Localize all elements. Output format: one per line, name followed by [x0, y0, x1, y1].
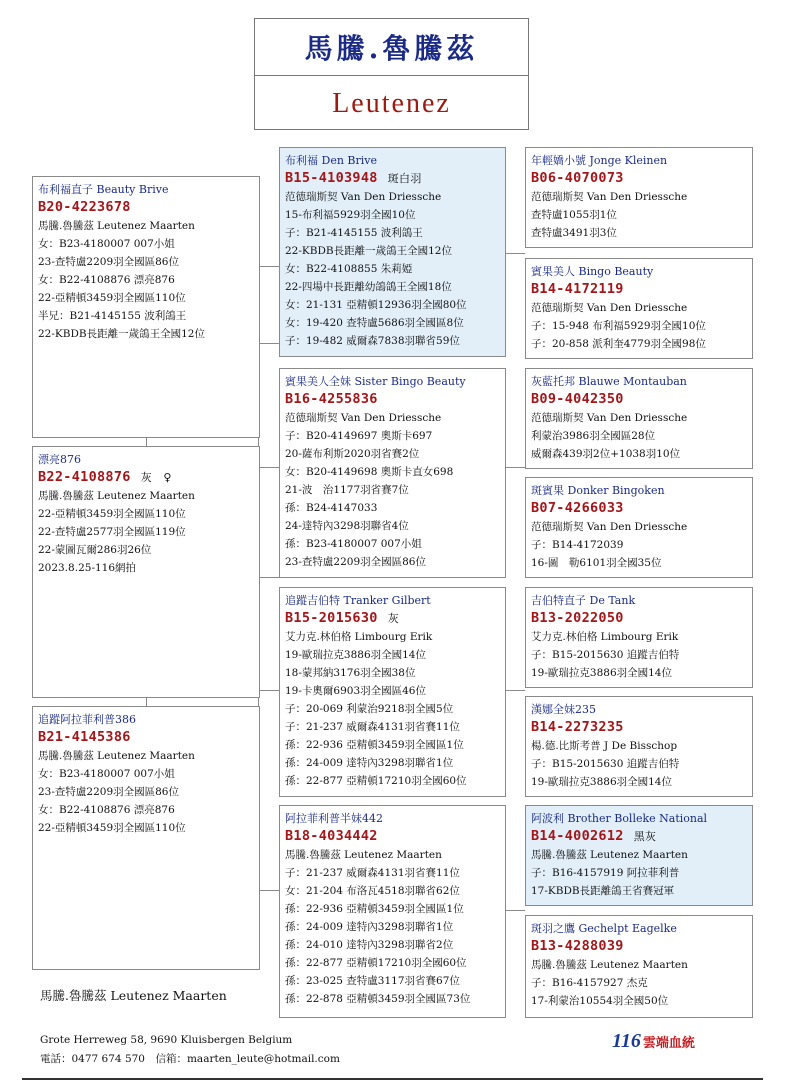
card-line: 22-四場中長距離幼鴿鴿王全國18位: [285, 281, 452, 293]
card-line: 子：15-948 布利福5929羽全國10位: [531, 320, 706, 332]
card-line: 孫：24-009 達特內3298羽聯省1位: [285, 921, 454, 933]
card-ring-number: B21-4145386: [38, 729, 131, 745]
connector-line: [146, 437, 147, 446]
card-line: 子：B15-2015630 追蹤吉伯特: [531, 758, 680, 770]
card-line: 19-歐瑞拉克3886羽全國14位: [285, 649, 426, 661]
card-line: 孫：22-877 亞精頓17210羽全國60位: [285, 957, 467, 969]
pedigree-card-sire: [279, 147, 506, 357]
card-ring-number: B15-4103948 斑白羽: [285, 170, 422, 186]
card-name: 布利福直子 Beauty Brive: [38, 183, 169, 196]
pedigree-card-grandparent: [525, 587, 753, 688]
card-ring-number: B15-2015630 灰: [285, 610, 400, 626]
card-line: 查特盧3491羽3位: [531, 227, 617, 239]
card-line: 孫：24-010 達特內3298羽聯省2位: [285, 939, 454, 951]
card-line: 22-KBDB長距離一歲鴿王全國12位: [285, 245, 452, 257]
card-ring-number: B14-2273235: [531, 719, 624, 735]
brand-logo: [612, 1030, 695, 1053]
card-line: 子：21-237 威爾森4131羽省賽11位: [285, 867, 460, 879]
card-line: 女：B20-4149698 奧斯卡直女698: [285, 466, 454, 478]
connector-line: [505, 690, 525, 691]
card-line: 17-利蒙治10554羽全國50位: [531, 995, 669, 1007]
card-name: 追蹤吉伯特 Tranker Gilbert: [285, 594, 431, 607]
card-line: 馬騰.魯騰茲 Leutenez Maarten: [531, 849, 688, 861]
card-name: 阿拉菲利普半妹442: [285, 812, 383, 825]
logo-text: 雲端血統: [642, 1036, 695, 1051]
card-name: 漢娜全妹235: [531, 703, 596, 716]
connector-line: [258, 343, 279, 344]
card-line: 楊.德.比斯考普 J De Bisschop: [531, 740, 678, 752]
card-name: 斑賓果 Donker Bingoken: [531, 484, 665, 497]
card-ring-number: B20-4223678: [38, 199, 131, 215]
pedigree-card-grandparent: [525, 915, 753, 1018]
card-line: 范德瑞斯契 Van Den Driessche: [285, 412, 442, 424]
card-line: 22-亞精頓3459羽全國區110位: [38, 822, 186, 834]
card-ring-number: B06-4070073: [531, 170, 624, 186]
pedigree-card-subject: [32, 706, 260, 970]
card-name: 布利福 Den Brive: [285, 154, 377, 167]
connector-line: [258, 266, 279, 267]
card-line: 半兄：B21-4145155 波利鴿王: [38, 310, 187, 322]
card-ring-number: B18-4034442: [285, 828, 378, 844]
card-line: 22-KBDB長距離一歲鴿王全國12位: [38, 328, 205, 340]
card-line: 子：B20-4149697 奧斯卡697: [285, 430, 433, 442]
card-line: 艾力克.林伯格 Limbourg Erik: [285, 631, 433, 643]
card-line: 范德瑞斯契 Van Den Driessche: [531, 302, 688, 314]
bottom-divider: [22, 1078, 763, 1080]
footer-contact: 電話：0477 674 570 信箱：maarten_leute@hotmail.com: [40, 1053, 340, 1065]
card-line: 23-查特盧2209羽全國區86位: [285, 556, 426, 568]
pedigree-card-subject: [32, 446, 260, 698]
card-line: 孫：22-936 亞精頓3459羽全國區1位: [285, 739, 464, 751]
card-line: 馬騰.魯騰茲 Leutenez Maarten: [38, 220, 195, 232]
card-line: 艾力克.林伯格 Limbourg Erik: [531, 631, 679, 643]
card-line: 女：19-420 查特盧5686羽全國區8位: [285, 317, 464, 329]
pedigree-card-grandparent: [525, 258, 753, 359]
card-line: 女：21-131 亞精頓12936羽全國80位: [285, 299, 467, 311]
card-line: 孫：23-025 查特盧3117羽省賽67位: [285, 975, 460, 987]
pedigree-card-dam: [279, 805, 506, 1018]
card-line: 范德瑞斯契 Van Den Driessche: [531, 521, 688, 533]
card-line: 23-查特盧2209羽全國區86位: [38, 256, 179, 268]
connector-line: [258, 690, 279, 691]
card-line: 22-查特盧2577羽全國區119位: [38, 526, 186, 538]
card-name: 年輕嬌小號 Jonge Kleinen: [531, 154, 668, 167]
card-line: 18-蒙邦納3176羽全國38位: [285, 667, 416, 679]
connector-line: [258, 890, 279, 891]
card-line: 23-查特盧2209羽全國區86位: [38, 786, 179, 798]
card-line: 女：B23-4180007 007小姐: [38, 768, 175, 780]
card-line: 女：B22-4108855 朱莉婭: [285, 263, 413, 275]
card-line: 子：21-237 威爾森4131羽省賽11位: [285, 721, 460, 733]
card-line: 2023.8.25-116網拍: [38, 562, 137, 574]
connector-line: [505, 253, 525, 254]
pedigree-card-grandparent: [525, 805, 753, 906]
card-line: 范德瑞斯契 Van Den Driessche: [285, 191, 442, 203]
card-line: 21-波 治1177羽省賽7位: [285, 484, 409, 496]
card-line: 孫：B23-4180007 007小姐: [285, 538, 422, 550]
card-name: 賓果美人全妹 Sister Bingo Beauty: [285, 375, 466, 388]
card-line: 19-卡奧爾6903羽全國區46位: [285, 685, 426, 697]
card-line: 范德瑞斯契 Van Den Driessche: [531, 191, 688, 203]
card-line: 20-薩布利斯2020羽省賽2位: [285, 448, 420, 460]
connector-line: [258, 577, 279, 578]
card-line: 查特盧1055羽1位: [531, 209, 617, 221]
card-line: 威爾森439羽2位+1038羽10位: [531, 448, 681, 460]
card-line: 子：19-482 威爾森7838羽聯省59位: [285, 335, 460, 347]
card-line: 利蒙治3986羽全國區28位: [531, 430, 656, 442]
card-line: 女：21-204 布洛瓦4518羽聯省62位: [285, 885, 460, 897]
card-name: 灰藍托邦 Blauwe Montauban: [531, 375, 687, 388]
card-line: 24-達特內3298羽聯省4位: [285, 520, 409, 532]
card-name: 漂亮876: [38, 453, 81, 466]
card-ring-number: B09-4042350: [531, 391, 624, 407]
card-line: 孫：24-009 達特內3298羽聯省1位: [285, 757, 454, 769]
card-line: 馬騰.魯騰茲 Leutenez Maarten: [285, 849, 442, 861]
card-line: 女：B23-4180007 007小姐: [38, 238, 175, 250]
pedigree-card-dam: [279, 368, 506, 578]
card-line: 22-亞精頓3459羽全國區110位: [38, 508, 186, 520]
card-line: 22-蒙圖瓦爾286羽26位: [38, 544, 152, 556]
card-name: 賓果美人 Bingo Beauty: [531, 265, 654, 278]
card-line: 19-歐瑞拉克3886羽全國14位: [531, 776, 672, 788]
card-line: 孫：22-878 亞精頓3459羽全國區73位: [285, 993, 471, 1005]
pedigree-card-grandparent: [525, 696, 753, 797]
footer-address: Grote Herreweg 58, 9690 Kluisbergen Belgium: [40, 1034, 293, 1046]
connector-line: [258, 467, 279, 468]
card-line: 子：B16-4157927 杰克: [531, 977, 648, 989]
card-line: 孫：22-936 亞精頓3459羽全國區1位: [285, 903, 464, 915]
card-ring-number: B16-4255836: [285, 391, 378, 407]
connector-line: [505, 910, 525, 911]
card-line: 15-布利福5929羽全國10位: [285, 209, 416, 221]
card-name: 吉伯特直子 De Tank: [531, 594, 636, 607]
card-ring-number: B13-2022050: [531, 610, 624, 626]
card-line: 17-KBDB長距離鴿王省賽冠軍: [531, 885, 675, 897]
card-line: 16-圖 勒6101羽全國35位: [531, 557, 662, 569]
card-ring-number: B14-4002612 黑灰: [531, 828, 657, 844]
card-line: 女：B22-4108876 漂亮876: [38, 274, 175, 286]
connector-line: [505, 467, 525, 468]
card-line: 子：B15-2015630 追蹤吉伯特: [531, 649, 680, 661]
card-line: 子：20-858 派利奎4779羽全國98位: [531, 338, 706, 350]
card-ring-number: B07-4266033: [531, 500, 624, 516]
breeder-name: 馬騰.魯騰茲 Leutenez Maarten: [40, 988, 227, 1003]
card-line: 范德瑞斯契 Van Den Driessche: [531, 412, 688, 424]
pedigree-card-grandparent: [525, 477, 753, 578]
card-line: 馬騰.魯騰茲 Leutenez Maarten: [38, 750, 195, 762]
card-line: 孫：22-877 亞精頓17210羽全國60位: [285, 775, 467, 787]
card-line: 子：B21-4145155 波利鴿王: [285, 227, 423, 239]
card-line: 19-歐瑞拉克3886羽全國14位: [531, 667, 672, 679]
pedigree-card-subject: [32, 176, 260, 438]
card-name: 斑羽之鷹 Gechelpt Eagelke: [531, 922, 677, 935]
pedigree-card-sire: [279, 587, 506, 797]
card-ring-number: B22-4108876 灰 ♀: [38, 469, 172, 485]
title-chinese: 馬騰.魯騰茲: [255, 19, 528, 76]
pedigree-card-grandparent: [525, 147, 753, 248]
card-ring-number: B14-4172119: [531, 281, 624, 297]
card-line: 子：20-069 利蒙治9218羽全國5位: [285, 703, 454, 715]
logo-number: 116: [612, 1030, 641, 1052]
card-name: 阿波利 Brother Bolleke National: [531, 812, 708, 825]
title-box: [254, 18, 529, 130]
card-name: 追蹤阿拉菲利普386: [38, 713, 136, 726]
card-line: 女：B22-4108876 漂亮876: [38, 804, 175, 816]
card-line: 馬騰.魯騰茲 Leutenez Maarten: [38, 490, 195, 502]
card-line: 子：B16-4157919 阿拉菲利普: [531, 867, 680, 879]
card-line: 孫：B24-4147033: [285, 502, 378, 514]
card-line: 馬騰.魯騰茲 Leutenez Maarten: [531, 959, 688, 971]
title-english: Leutenez: [332, 87, 451, 119]
pedigree-card-grandparent: [525, 368, 753, 469]
card-line: 22-亞精頓3459羽全國區110位: [38, 292, 186, 304]
card-ring-number: B13-4288039: [531, 938, 624, 954]
card-line: 子：B14-4172039: [531, 539, 624, 551]
